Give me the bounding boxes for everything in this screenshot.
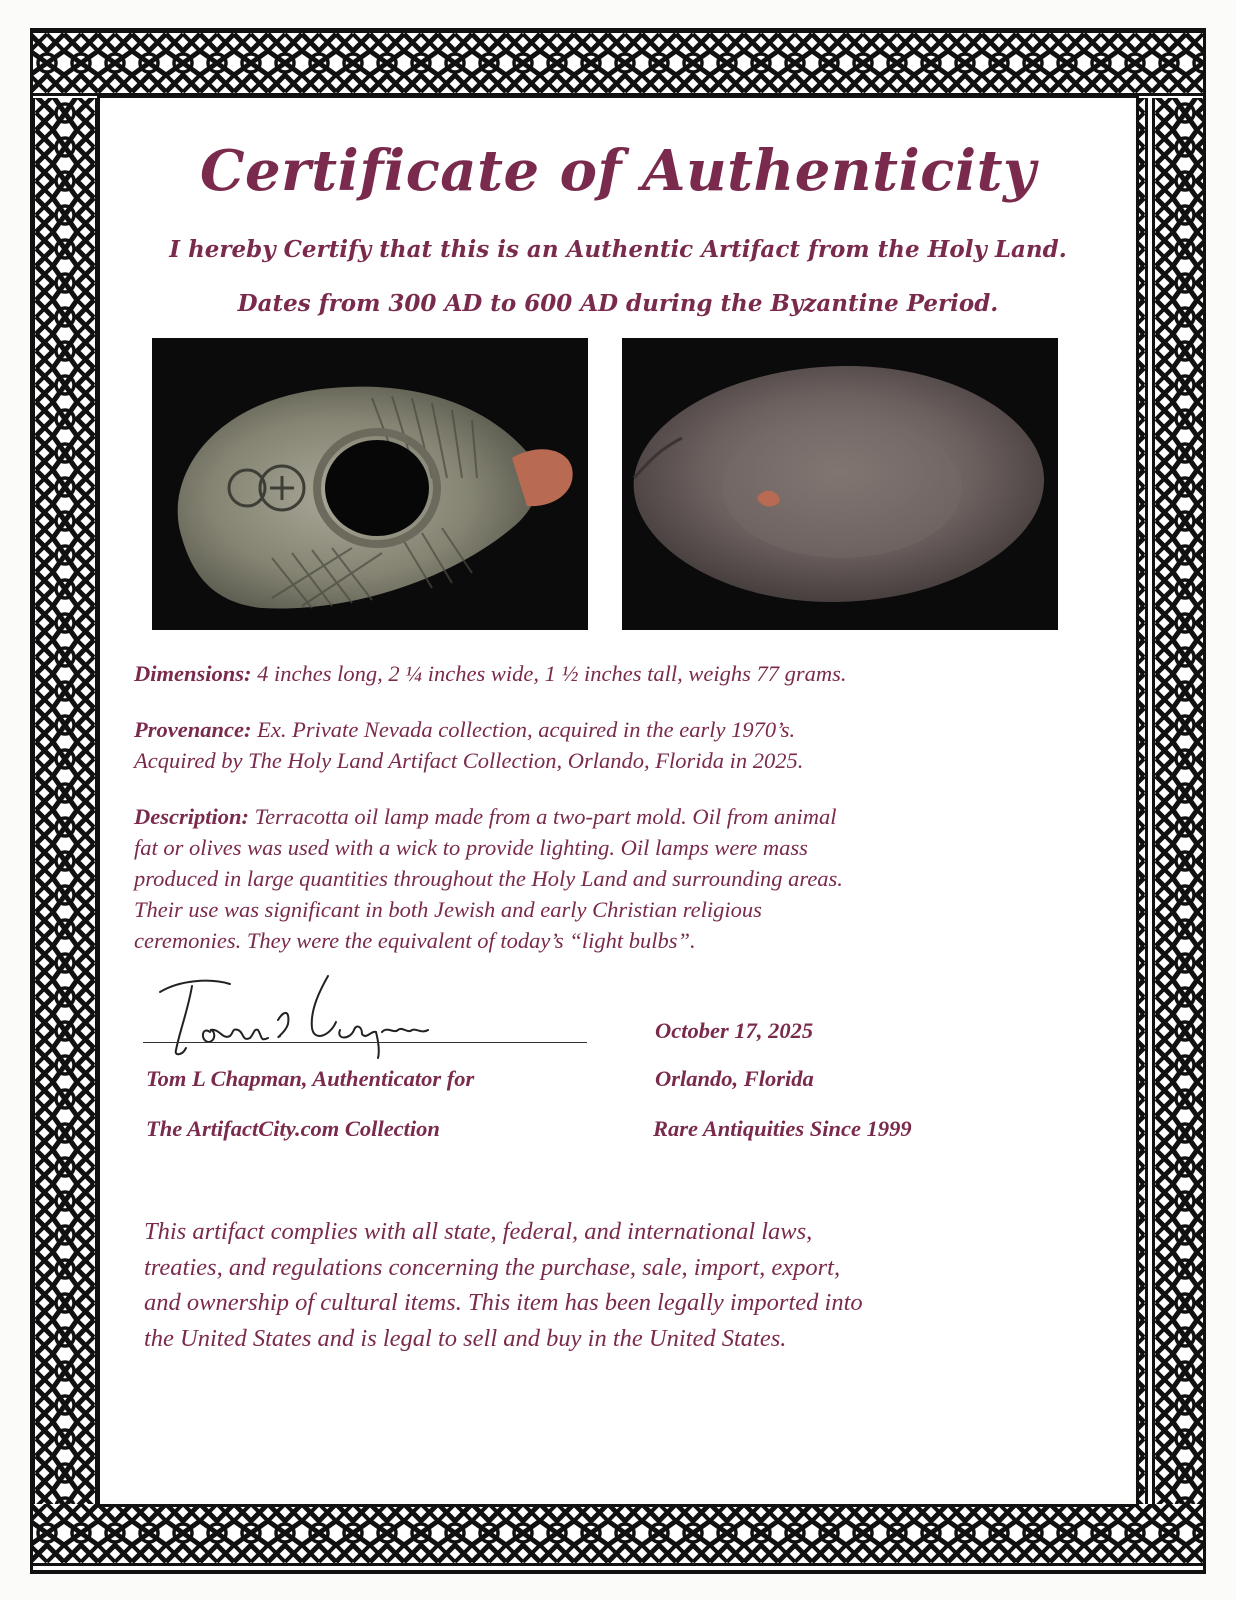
tagline: Rare Antiquities Since 1999	[653, 1116, 912, 1141]
legal-line-3: and ownership of cultural items. This item has been legally imported into	[144, 1289, 863, 1316]
legal-line-4: the United States and is legal to sell and buy in the United States.	[144, 1324, 787, 1352]
authenticator-line-2: The ArtifactCity.com Collection	[146, 1116, 440, 1141]
dimensions-paragraph	[134, 658, 1094, 689]
legal-line-1: This artifact complies with all state, federal, and international laws,	[144, 1218, 813, 1245]
legal-statement	[144, 1214, 1094, 1356]
description-line-4: Their use was significant in both Jewish and early Christian religious	[134, 897, 762, 922]
description-label: Description:	[134, 804, 249, 829]
description-paragraph	[134, 801, 1094, 956]
provenance-label: Provenance:	[134, 717, 252, 742]
certificate-title: Certificate of Authenticity	[199, 138, 1037, 204]
certify-line: I hereby Certify that this is an Authentic Artifact from the Holy Land.	[169, 236, 1067, 263]
provenance-line-2: Acquired by The Holy Land Artifact Collection, Orlando, Florida in 2025.	[134, 748, 804, 773]
provenance-paragraph	[134, 714, 1094, 776]
legal-line-2: treaties, and regulations concerning the purchase, sale, import, export,	[144, 1253, 841, 1281]
description-line-1: Terracotta oil lamp made from a two-part mold. Oil from animal	[249, 804, 837, 829]
lamp-top-photo	[152, 338, 588, 630]
authenticator-line-1: Tom L Chapman, Authenticator for	[146, 1066, 475, 1091]
dimensions-text: 4 inches long, 2 ¼ inches wide, 1 ½ inches tall, weighs 77 grams.	[251, 661, 847, 686]
description-line-3: produced in large quantities throughout the Holy Land and surrounding areas.	[134, 866, 843, 891]
signature-line	[143, 1042, 587, 1043]
period-line: Dates from 300 AD to 600 AD during the Byzantine Period.	[237, 290, 999, 317]
certificate-location: Orlando, Florida	[655, 1066, 814, 1091]
description-line-5: ceremonies. They were the equivalent of today’s “light bulbs”.	[134, 928, 696, 953]
dimensions-label: Dimensions:	[134, 661, 252, 686]
description-line-2: fat or olives was used with a wick to provide lighting. Oil lamps were mass	[134, 835, 808, 860]
provenance-line-1: Ex. Private Nevada collection, acquired in the early 1970’s.	[251, 717, 796, 742]
handwritten-signature	[150, 970, 450, 1060]
lamp-bottom-photo	[622, 338, 1058, 630]
certificate-date: October 17, 2025	[655, 1018, 814, 1043]
